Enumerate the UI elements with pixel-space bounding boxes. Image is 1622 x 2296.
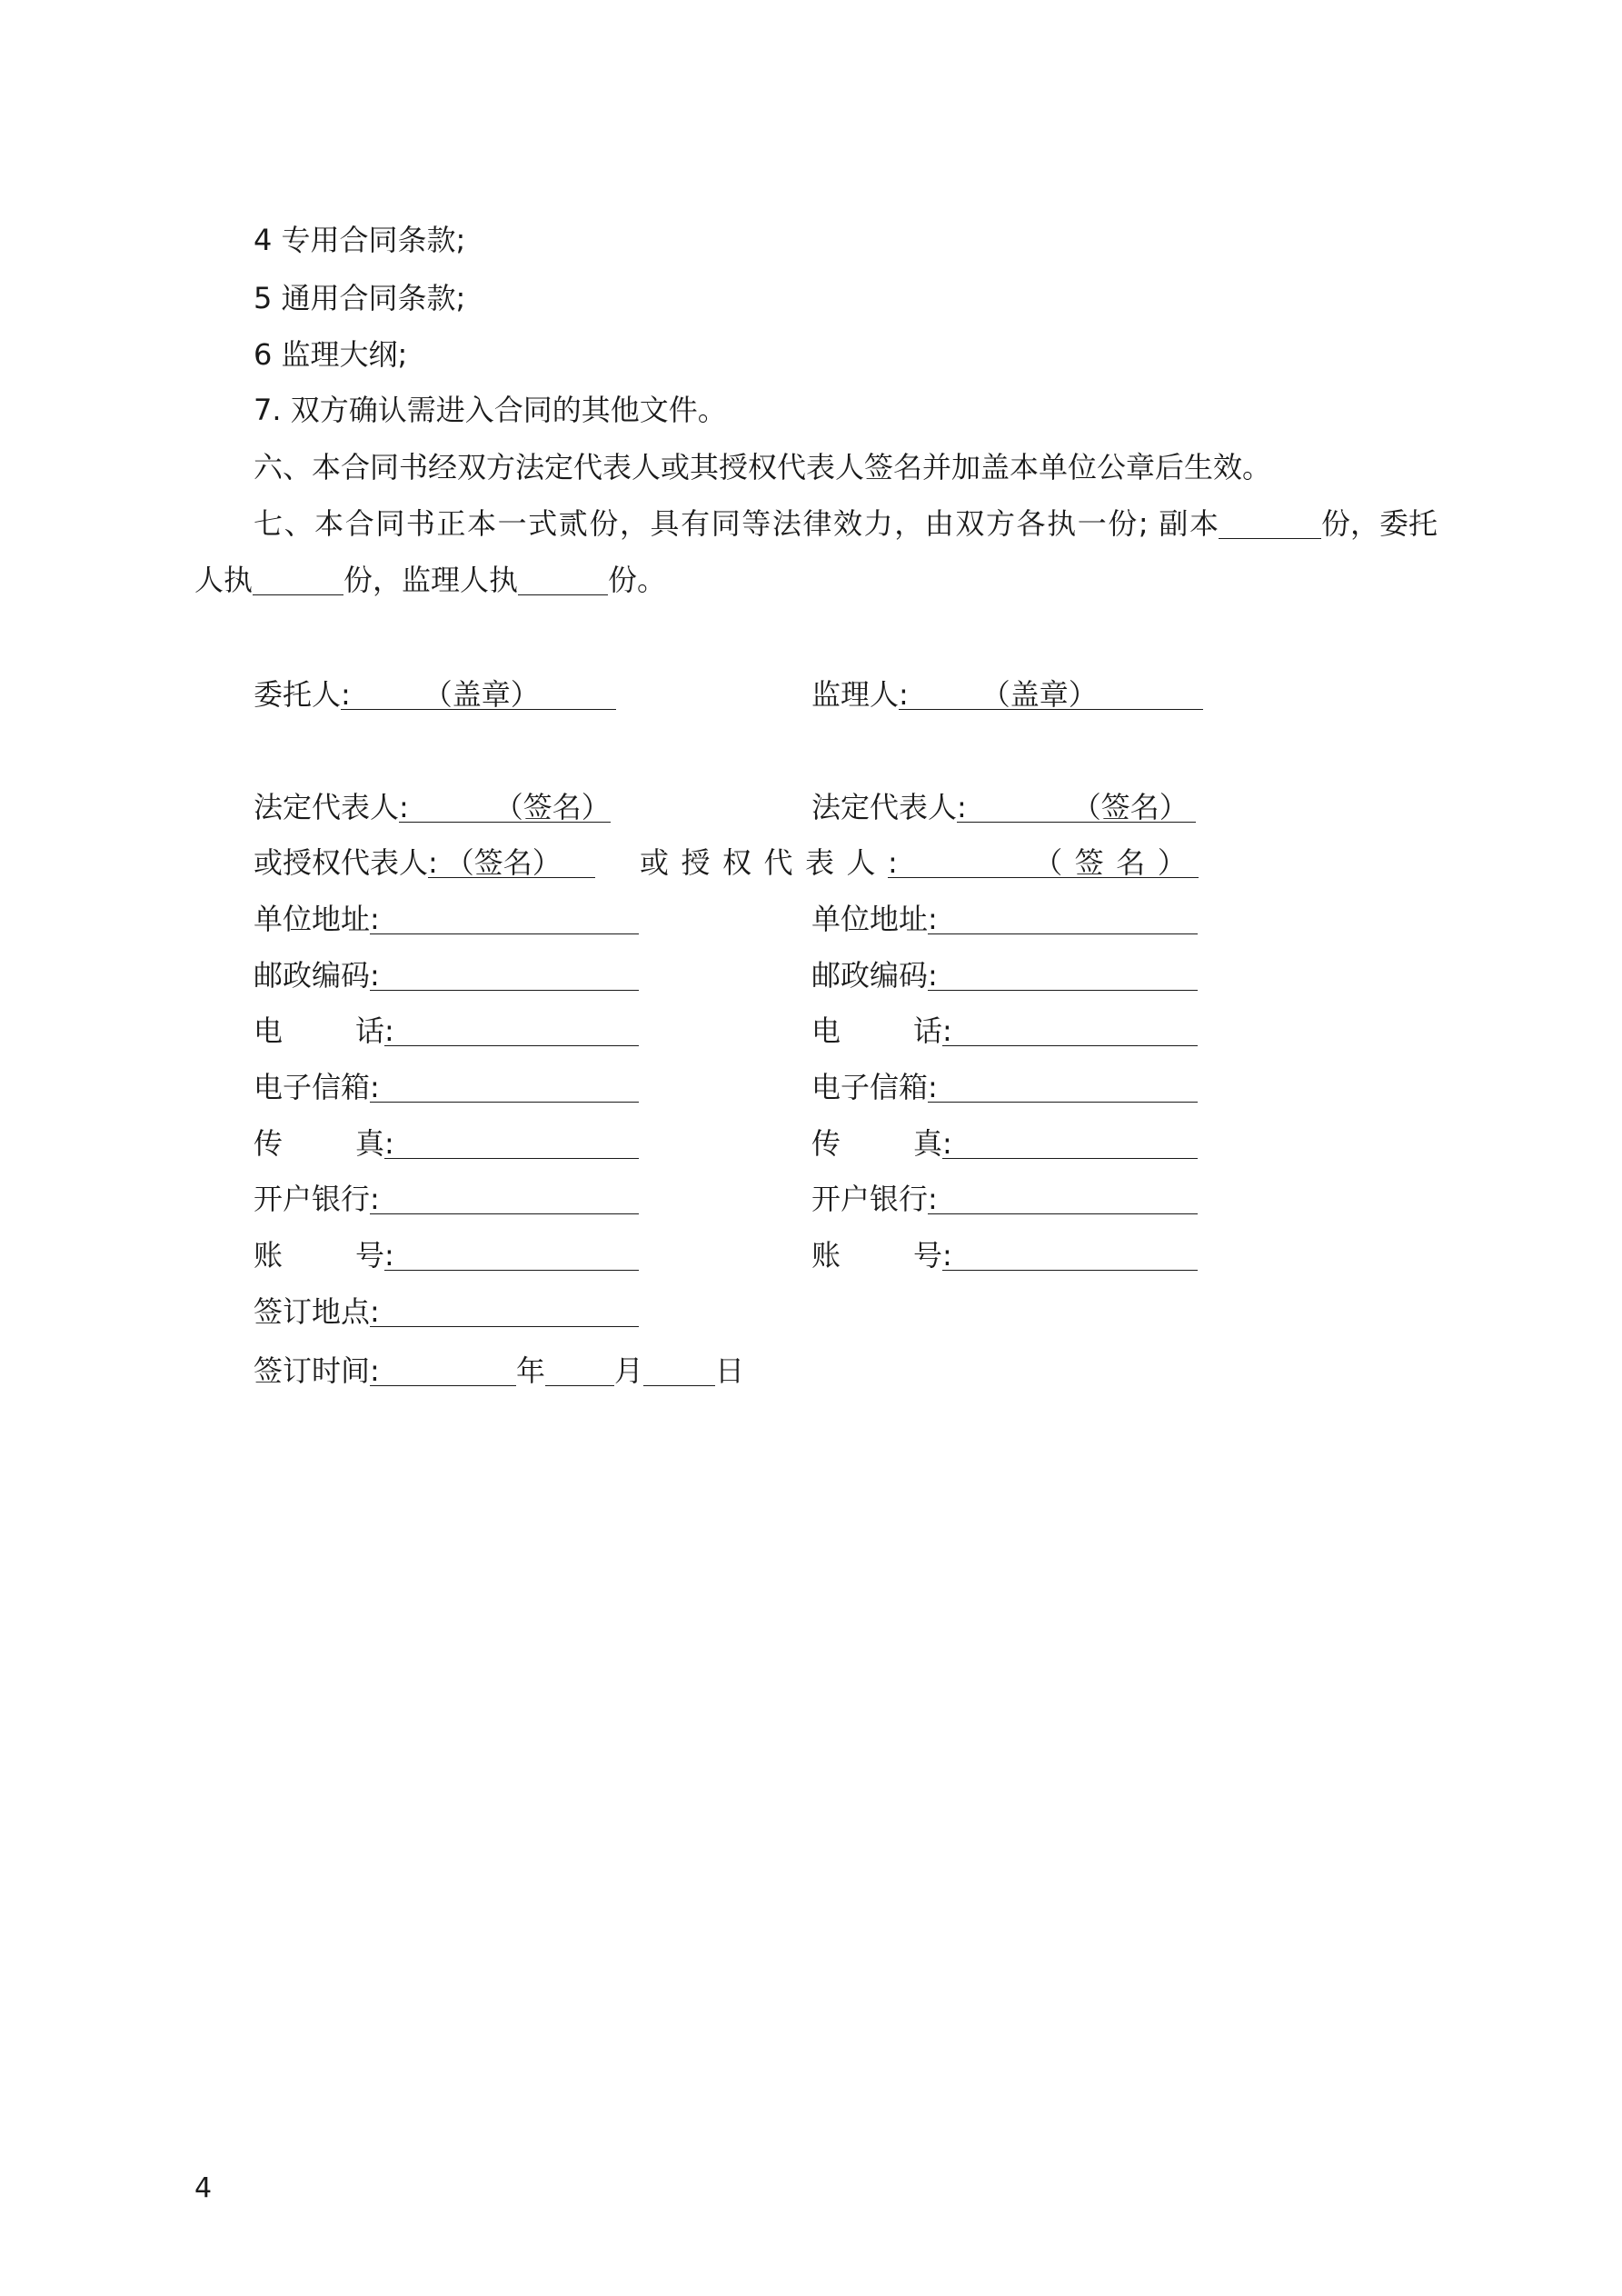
address-blank-line [370,901,639,934]
supervisor-legal-rep-sign-note: （签名） [1071,790,1189,824]
address-row [0,901,1622,937]
clause-seven-text: 份，监理人执 [343,563,519,597]
client-postcode-field [254,957,639,993]
account-blank-line [942,1237,1198,1271]
year-blank-line [370,1353,516,1386]
copies-blank-line [1219,505,1321,539]
email-label: 电子信箱 [254,1070,371,1104]
client-legal-rep-label: 法定代表人 [254,790,400,824]
client-email-field [254,1069,639,1105]
colon: : [928,902,938,936]
auth-rep-row [0,844,1622,881]
supervisor-seal-blank-line [899,676,1203,710]
colon: : [928,1070,938,1104]
supervisor-account-field [811,1237,1198,1273]
colon: : [399,790,409,824]
bank-label: 开户银行 [811,1182,929,1216]
colon: : [370,1070,380,1104]
colon: : [370,1353,380,1388]
colon: : [928,958,938,993]
email-blank-line [928,1069,1198,1103]
list-item: 4 专用合同条款; [254,223,466,257]
client-legal-rep-blank-line [399,789,611,823]
day-label: 日 [715,1353,745,1388]
month-blank-line [545,1353,614,1386]
signing-place-field [254,1293,639,1330]
fax-blank-line [942,1125,1198,1159]
supervisor-party-field [811,676,1203,713]
signing-place-label: 签订地点 [254,1294,371,1329]
phone-blank-line [384,1013,639,1046]
supervisor-party-label: 监理人 [811,677,900,712]
colon: : [957,790,967,824]
legal-rep-row [0,789,1622,825]
postcode-label: 邮政编码 [811,958,929,993]
colon: : [888,845,911,880]
list-item: 6 监理大纲; [254,337,408,372]
colon: : [942,1013,952,1048]
page-number: 4 [194,2172,213,2204]
client-party-label: 委托人 [254,677,342,712]
phone-label: 电话 [254,1013,384,1048]
colon: : [370,1182,380,1216]
client-legal-rep-sign-note: （签名） [493,790,611,824]
colon: : [428,845,438,880]
colon: : [384,1126,394,1161]
email-row [0,1069,1622,1105]
phone-label: 电话 [811,1013,942,1048]
day-blank-line [643,1353,715,1386]
account-label: 账号 [811,1238,942,1273]
client-address-field [254,901,639,937]
address-blank-line [928,901,1198,934]
fax-blank-line [384,1125,639,1159]
client-fax-field [254,1125,639,1162]
address-label: 单位地址 [254,902,371,936]
postcode-blank-line [370,957,639,991]
colon: : [370,1294,380,1329]
signing-place-blank-line [370,1293,639,1327]
supervisor-auth-rep-blank-line [888,844,1199,878]
bank-blank-line [928,1181,1198,1214]
colon: : [370,902,380,936]
list-item: 5 通用合同条款; [254,281,466,315]
colon: : [384,1238,394,1273]
signing-time-label: 签订时间 [254,1353,371,1388]
colon: : [384,1013,394,1048]
phone-blank-line [942,1013,1198,1046]
supervisor-bank-field [811,1181,1198,1217]
colon: : [928,1182,938,1216]
month-label: 月 [614,1353,644,1388]
year-label: 年 [516,1353,546,1388]
clause-seven-text: 人执 [194,563,254,597]
client-auth-rep-sign-note: （签名） [444,845,562,880]
clause-seven-text: 份，委托 [1320,506,1438,541]
client-seal-note: （盖章） [423,677,540,712]
client-bank-field [254,1181,639,1217]
supervisor-seal-note: （盖章） [980,677,1098,712]
colon: : [942,1238,952,1273]
signing-time-row [0,1353,1622,1389]
client-copies-blank-line [253,562,343,595]
clause-seven-text: 七、本合同书正本一式贰份，具有同等法律效力，由双方各执一份; 副本 [254,506,1219,541]
party-row [0,676,1622,713]
supervisor-legal-rep-field [811,789,1196,825]
supervisor-phone-field [811,1013,1198,1049]
colon: : [370,958,380,993]
client-legal-rep-field [254,789,609,825]
client-auth-rep-label: 或授权代表人 [254,845,429,880]
address-label: 单位地址 [811,902,929,936]
account-row [0,1237,1622,1273]
supervisor-auth-rep-label: 或授权代表人 [640,845,889,880]
email-label: 电子信箱 [811,1070,929,1104]
bank-blank-line [370,1181,639,1214]
postcode-blank-line [928,957,1198,991]
client-auth-rep-blank-line [428,844,595,878]
supervisor-address-field [811,901,1198,937]
bank-label: 开户银行 [254,1182,371,1216]
signing-time-field [254,1353,744,1389]
supervisor-legal-rep-blank-line [957,789,1196,823]
supervisor-auth-rep-sign-note: （签名） [1033,845,1199,880]
bank-row [0,1181,1622,1217]
client-account-field [254,1237,639,1273]
client-party-field [254,676,616,713]
clause-six: 六、本合同书经双方法定代表人或其授权代表人签名并加盖本单位公章后生效。 [254,450,1272,484]
supervisor-auth-rep-field [640,844,1198,881]
client-auth-rep-field [254,844,595,881]
supervisor-fax-field [811,1125,1198,1162]
list-item: 7. 双方确认需进入合同的其他文件。 [254,393,727,427]
phone-row [0,1013,1622,1049]
client-seal-blank-line [341,676,616,710]
clause-seven-line-2 [194,562,666,598]
supervisor-postcode-field [811,957,1198,993]
supervisor-copies-blank-line [518,562,608,595]
fax-label: 传真 [811,1126,942,1161]
fax-label: 传真 [254,1126,384,1161]
supervisor-legal-rep-label: 法定代表人 [811,790,958,824]
clause-seven-line-1 [254,505,1438,542]
signing-place-row [0,1293,1622,1330]
colon: : [341,677,351,712]
email-blank-line [370,1069,639,1103]
account-label: 账号 [254,1238,384,1273]
colon: : [942,1126,952,1161]
colon: : [899,677,909,712]
clause-seven-text: 份。 [608,563,667,597]
supervisor-email-field [811,1069,1198,1105]
postcode-label: 邮政编码 [254,958,371,993]
postcode-row [0,957,1622,993]
fax-row [0,1125,1622,1162]
client-phone-field [254,1013,639,1049]
account-blank-line [384,1237,639,1271]
